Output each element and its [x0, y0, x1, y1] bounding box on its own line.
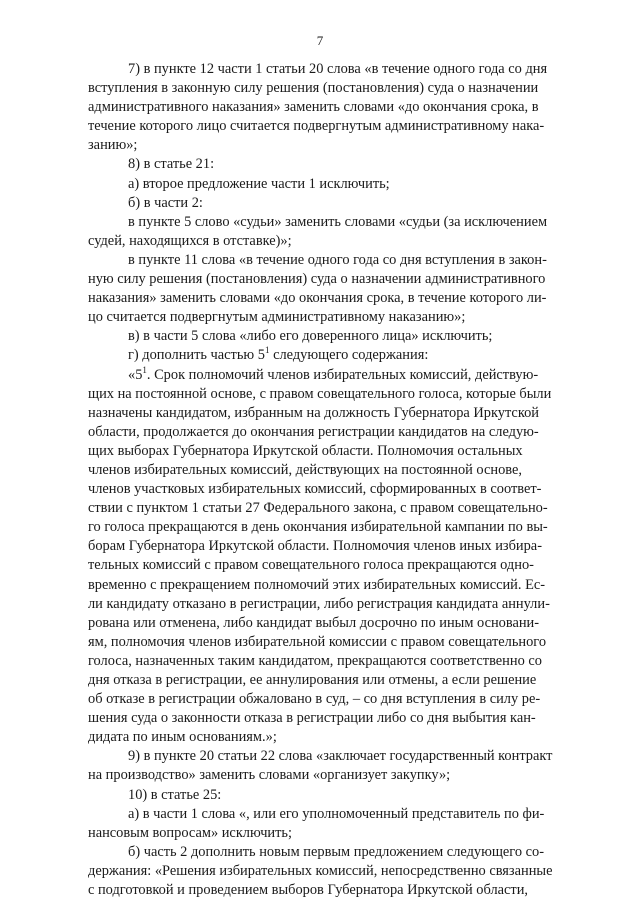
- text-line: временно с прекращением полномочий этих избирательных комиссий. Ес-: [88, 576, 546, 593]
- text-line: а) в части 1 слова «, или его уполномоченный представитель по фи-: [128, 805, 545, 822]
- paragraph-part-5: [88, 327, 578, 365]
- text-line: 10) в статье 25:: [128, 786, 222, 803]
- text-line: 8) в статье 21:: [128, 156, 215, 173]
- text-line: дня отказа в регистрации, ее аннулирования или отмены, а если решение: [88, 672, 537, 688]
- text-line: борам Губернатора Иркутской области. Полномочия членов иных избира-: [88, 538, 542, 555]
- text-line: дидата по иным основаниям.»;: [88, 729, 277, 746]
- superscript: 1: [264, 345, 270, 356]
- text-line: голоса, назначенных таким кандидатом, прекращаются соответственно со: [88, 652, 542, 669]
- paragraph-item-7: [88, 60, 578, 155]
- text-line: 9) в пункте 20 статьи 22 слова «заключает государственный контракт: [128, 748, 553, 765]
- text-line: в пункте 11 слова «в течение одного года со дня вступления в закон-: [128, 251, 547, 268]
- text-line: ствии с пунктом 1 статьи 27 Федерального закона, с правом совещательно-: [88, 500, 548, 517]
- text-line: ную силу решения (постановления) суда о назначении административного: [88, 271, 546, 288]
- paragraph-point-5: [88, 213, 578, 251]
- text-fragment: . Срок полномочий членов избирательных комиссий, действую-: [146, 366, 539, 383]
- page-number: 7: [316, 33, 324, 48]
- text-line: с подготовкой и проведением выборов Губернатора Иркутской области,: [88, 882, 529, 899]
- text-line: б) в части 2:: [128, 194, 203, 211]
- text-line: б) часть 2 дополнить новым первым предложением следующего со-: [128, 843, 545, 860]
- text-line: 7) в пункте 12 части 1 статьи 20 слова «в течение одного года со дня: [128, 61, 548, 77]
- text-line: нансовым вопросам» исключить;: [88, 824, 292, 841]
- paragraph-part-5-1-content: [88, 366, 578, 748]
- text-line: об отказе в регистрации обжаловано в суд, – со дня вступления в силу ре-: [88, 691, 541, 708]
- text-line: членов участковых избирательных комиссий, сформированных в соответ-: [88, 481, 542, 498]
- text-line: рована или отменена, либо кандидат выбыл досрочно по иным основани-: [88, 614, 540, 631]
- text-fragment: г) дополнить частью 5: [128, 347, 265, 364]
- superscript: 1: [142, 364, 147, 375]
- text-line: ли кандидату отказано в регистрации, либо регистрация кандидата аннули-: [88, 595, 550, 612]
- paragraph-item-10: [88, 786, 578, 901]
- text-line: щих выборах Губернатора Иркутской области. Полномочия остальных: [88, 442, 523, 459]
- text-line: судей, находящихся в отставке)»;: [88, 232, 292, 249]
- text-line: членов избирательных комиссий, действующих на постоянной основе,: [88, 461, 522, 478]
- text-line: занию»;: [88, 137, 138, 154]
- text-line: наказания» заменить словами «до окончания срока, в течение которого ли-: [88, 290, 547, 307]
- text-line: административного наказания» заменить словами «до окончания срока, в: [88, 99, 539, 116]
- text-line: [88, 346, 578, 365]
- paragraph-item-8: [88, 155, 578, 212]
- text-line: а) второе предложение части 1 исключить;: [128, 175, 390, 192]
- text-line: тельных комиссий с правом совещательного голоса прекращаются одно-: [88, 557, 534, 574]
- text-line: щих на постоянной основе, с правом совещательного голоса, которые были: [88, 385, 552, 402]
- text-line: держания: «Решения избирательных комиссий, непосредственно связанные: [88, 862, 553, 879]
- text-line: в) в части 5 слова «либо его доверенного лица» исключить;: [128, 328, 493, 345]
- text-line: го голоса прекращаются в день окончания избирательной кампании по вы-: [88, 519, 548, 536]
- paragraph-point-11: [88, 251, 578, 327]
- document-body: [88, 60, 578, 900]
- text-fragment: следующего содержания:: [269, 347, 429, 364]
- text-line: назначены кандидатом, избранным на должность Губернатора Иркутской: [88, 404, 539, 421]
- text-line: ям, полномочия членов избирательной комиссии с правом совещательного: [88, 633, 547, 650]
- text-line: цо считается подвергнутым административному наказанию»;: [88, 309, 466, 326]
- text-line: в пункте 5 слово «судьи» заменить словами «судьи (за исключением: [128, 213, 548, 230]
- text-line: шения суда о законности отказа в регистрации либо со дня выбытия кан-: [88, 710, 536, 727]
- text-line: течение которого лицо считается подвергнутым административному нака-: [88, 118, 545, 135]
- text-line: вступления в законную силу решения (постановления) суда о назначении: [88, 80, 539, 97]
- paragraph-item-9: [88, 747, 578, 785]
- text-line: области, продолжается до окончания регистрации кандидатов на следую-: [88, 423, 539, 440]
- text-fragment: «5: [128, 366, 143, 383]
- text-line: на производство» заменить словами «организует закупку»;: [88, 767, 451, 784]
- text-line: [88, 366, 578, 385]
